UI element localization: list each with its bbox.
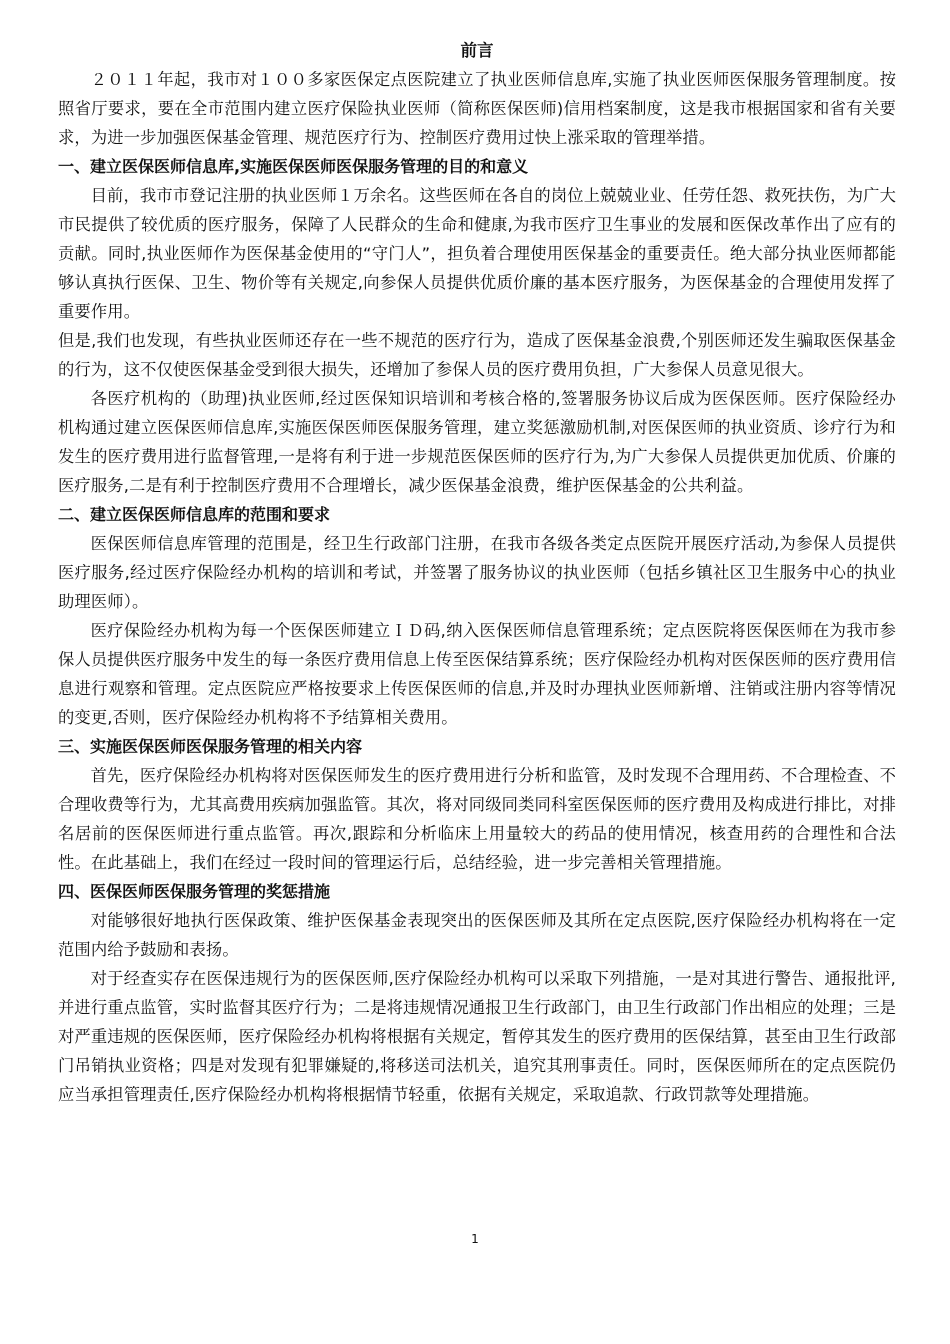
document-body: [58, 36, 896, 1109]
section-heading-1: 一、建立医保医师信息库,实施医保医师医保服务管理的目的和意义: [58, 157, 529, 176]
section-1-paragraph-1: 目前，我市市登记注册的执业医师１万余名。这些医师在各自的岗位上兢兢业业、任劳任怨、救死扶伤，为广大市民提供了较优质的医疗服务，保障了人民群众的生命和健康,为我市医疗卫生事业的发展和医保改革作出了应有的贡献。同时,执业医师作为医保基金使用的“守门人”，担负着合理使用医保基金的重要责任。绝大部分执业医师都能够认真执行医保、卫生、物价等有关规定,向参保人员提供优质价廉的基本医疗服务，为医保基金的合理使用发挥了重要作用。: [58, 186, 896, 321]
section-heading-3: 三、实施医保医师医保服务管理的相关内容: [58, 737, 363, 756]
section-1-paragraph-2: 但是,我们也发现，有些执业医师还存在一些不规范的医疗行为，造成了医保基金浪费,个别医师还发生骗取医保基金的行为，这不仅使医保基金受到很大损失，还增加了参保人员的医疗费用负担，广大参保人员意见很大。: [58, 331, 896, 379]
document-title: 前言: [460, 41, 494, 60]
intro-paragraph: ２０１１年起，我市对１００多家医保定点医院建立了执业医师信息库,实施了执业医师医保服务管理制度。按照省厅要求，要在全市范围内建立医疗保险执业医师（简称医保医师)信用档案制度，这是我市根据国家和省有关要求，为进一步加强医保基金管理、规范医疗行为、控制医疗费用过快上涨采取的管理举措。: [58, 70, 896, 147]
section-4-paragraph-1: 对能够很好地执行医保政策、维护医保基金表现突出的医保医师及其所在定点医院,医疗保险经办机构将在一定范围内给予鼓励和表扬。: [58, 911, 896, 959]
section-3-paragraph-1: 首先，医疗保险经办机构将对医保医师发生的医疗费用进行分析和监管，及时发现不合理用药、不合理检查、不合理收费等行为，尤其高费用疾病加强监管。其次，将对同级同类同科室医保医师的医疗费用及构成进行排比，对排名居前的医保医师进行重点监管。再次,跟踪和分析临床上用量较大的药品的使用情况，核查用药的合理性和合法性。在此基础上，我们在经过一段时间的管理运行后，总结经验，进一步完善相关管理措施。: [58, 766, 896, 872]
section-2-paragraph-2: 医疗保险经办机构为每一个医保医师建立ＩＤ码,纳入医保医师信息管理系统；定点医院将医保医师在为我市参保人员提供医疗服务中发生的每一条医疗费用信息上传至医保结算系统；医疗保险经办机构对医保医师的医疗费用信息进行观察和管理。定点医院应严格按要求上传医保医师的信息,并及时办理执业医师新增、注销或注册内容等情况的变更,否则，医疗保险经办机构将不予结算相关费用。: [58, 621, 896, 727]
page-number: 1: [471, 1232, 479, 1246]
section-heading-4: 四、医保医师医保服务管理的奖惩措施: [58, 882, 331, 901]
section-heading-2: 二、建立医保医师信息库的范围和要求: [58, 505, 331, 524]
section-1-paragraph-3: 各医疗机构的（助理)执业医师,经过医保知识培训和考核合格的,签署服务协议后成为医保医师。医疗保险经办机构通过建立医保医师信息库,实施医保医师医保服务管理，建立奖惩激励机制,对医保医师的执业资质、诊疗行为和发生的医疗费用进行监督管理,一是将有利于进一步规范医保医师的医疗行为,为广大参保人员提供更加优质、价廉的医疗服务,二是有利于控制医疗费用不合理增长，减少医保基金浪费，维护医保基金的公共利益。: [58, 389, 896, 495]
section-2-paragraph-1: 医保医师信息库管理的范围是，经卫生行政部门注册，在我市各级各类定点医院开展医疗活动,为参保人员提供医疗服务,经过医疗保险经办机构的培训和考试，并签署了服务协议的执业医师（包括乡镇社区卫生服务中心的执业助理医师）。: [58, 534, 896, 611]
section-4-paragraph-2: 对于经查实存在医保违规行为的医保医师,医疗保险经办机构可以采取下列措施，一是对其进行警告、通报批评,并进行重点监管，实时监督其医疗行为；二是将违规情况通报卫生行政部门，由卫生行政部门作出相应的处理；三是对严重违规的医保医师，医疗保险经办机构将根据有关规定，暂停其发生的医疗费用的医保结算，甚至由卫生行政部门吊销执业资格；四是对发现有犯罪嫌疑的,将移送司法机关，追究其刑事责任。同时，医保医师所在的定点医院仍应当承担管理责任,医疗保险经办机构将根据情节轻重，依据有关规定，采取追款、行政罚款等处理措施。: [58, 969, 896, 1104]
